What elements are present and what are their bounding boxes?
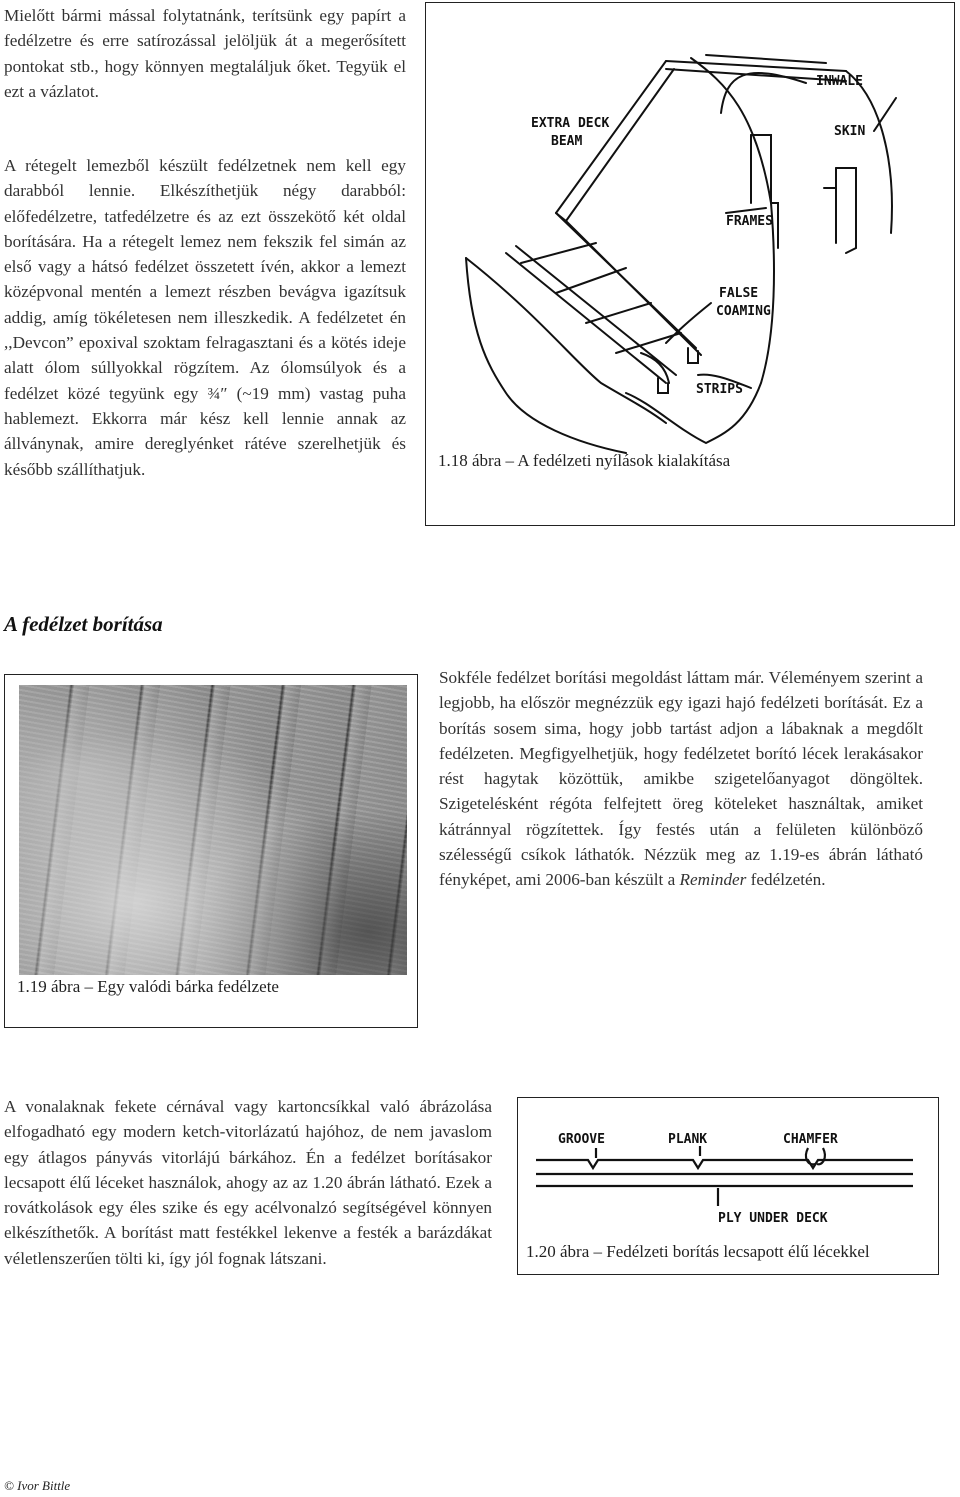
figure-1-19-caption: 1.19 ábra – Egy valódi bárka fedélzete: [17, 977, 279, 996]
label-plank: PLANK: [668, 1132, 708, 1147]
label-ply: PLY UNDER DECK: [718, 1211, 828, 1226]
deck-openings-drawing: [426, 3, 956, 527]
intro-paragraph: Mielőtt bármi mással folytatnánk, terítsünk egy papírt a fedélzetre és erre satírozással jelöljük át a megerősített pontokat stb., hogy könnyen megtaláljuk őket. Tegyük el ezt a vázlatot.: [4, 6, 406, 101]
deck-photo: [19, 685, 407, 975]
label-groove: GROOVE: [558, 1132, 605, 1147]
boat-name: Reminder: [679, 870, 747, 890]
decking-paragraph: Sokféle fedélzet borítási megoldást láttam már. Véleményem szerint a legjobb, ha először megnézzük egy igazi hajó fedélzeti borítását. Ez a borítás sosem sima, hogy jobb tartást adjon a lábaknak a megdőlt fedélzeten. Megfigyelhetjük, hogy fedélzetet borító lécek lerakásakor rést hagytak közöttük, amikbe szigetelőanyagot döngöltek. Szigetelésként régóta felfejtett öreg köteleket használtak, amiket kátránnyal rögzítettek. Így festés után a felületen különböző szélességű csíkok láthatók. Nézzük meg az 1.19-es ábrán látható fényképet, ami 2006-ban készült a Reminder fedélzetén.: [439, 668, 923, 890]
figure-1-19-box: [4, 674, 418, 1028]
figure-1-18-caption: 1.18 ábra – A fedélzeti nyílások kialakítása: [438, 451, 731, 470]
label-false: FALSE: [719, 286, 759, 301]
figure-1-20-box: [517, 1097, 939, 1275]
laminate-paragraph: A rétegelt lemezből készült fedélzetnek nem kell egy darabból lennie. Elkészíthetjük négy darabból: előfedélzetre, tatfedélzetre és az ezt összekötő két oldal borítására. Ha a rétegelt lemez nem fekszik fel simán az első vagy a hátsó fedélzet összetett ívén, akkor a lemezt középvonal mentén a lemezt részben bevágva igazítsuk addig, amíg tökéletesen nem illeszkedik. A fedélzetet én ,,Devcon” epoxival szoktam felragasztani és a kötés ideje alatt ólom súllyokkal rögzítem. Az ólomsúlyok és a fedélzet közé tegyünk egy ¾″ (~19 mm) vastag puha hablemezt. Ekkorra már kész kell lennie annak az állványnak, amire dereglyénket rátéve szerelhetjük és később szállíthatjuk.: [4, 156, 406, 479]
label-extra-deck: EXTRA DECK: [531, 116, 610, 131]
label-inwale: INWALE: [816, 74, 863, 89]
label-chamfer: CHAMFER: [783, 1132, 838, 1147]
figure-1-18-box: [425, 2, 955, 526]
label-beam: BEAM: [551, 134, 583, 149]
label-frames: FRAMES: [726, 214, 773, 229]
section-heading: A fedélzet borítása: [4, 612, 163, 636]
figure-1-20-caption: 1.20 ábra – Fedélzeti borítás lecsapott élű lécekkel: [526, 1242, 870, 1261]
lines-paragraph: A vonalaknak fekete cérnával vagy kartoncsíkkal való ábrázolása elfogadható egy modern ketch-vitorlázatú hajóhoz, de nem javaslom egy átlagos pányvás vitorlájú bárkához. Én a fedélzet borításakor lecsapott élű léceket használok, ahogy az az 1.20 ábrán látható. Ezek a rovátkolások egy éles szike és egy acélvonalzó segítségével könnyen elkészíthetők. A borítást matt festékkel lekenve a festék a barázdákat véletlenszerűen tölti ki, így jól fognak látszani.: [4, 1097, 492, 1268]
label-coaming: COAMING: [716, 304, 771, 319]
copyright-footer: © Ivor Bittle: [4, 1478, 71, 1493]
label-skin: SKIN: [834, 124, 866, 139]
label-strips: STRIPS: [696, 382, 743, 397]
